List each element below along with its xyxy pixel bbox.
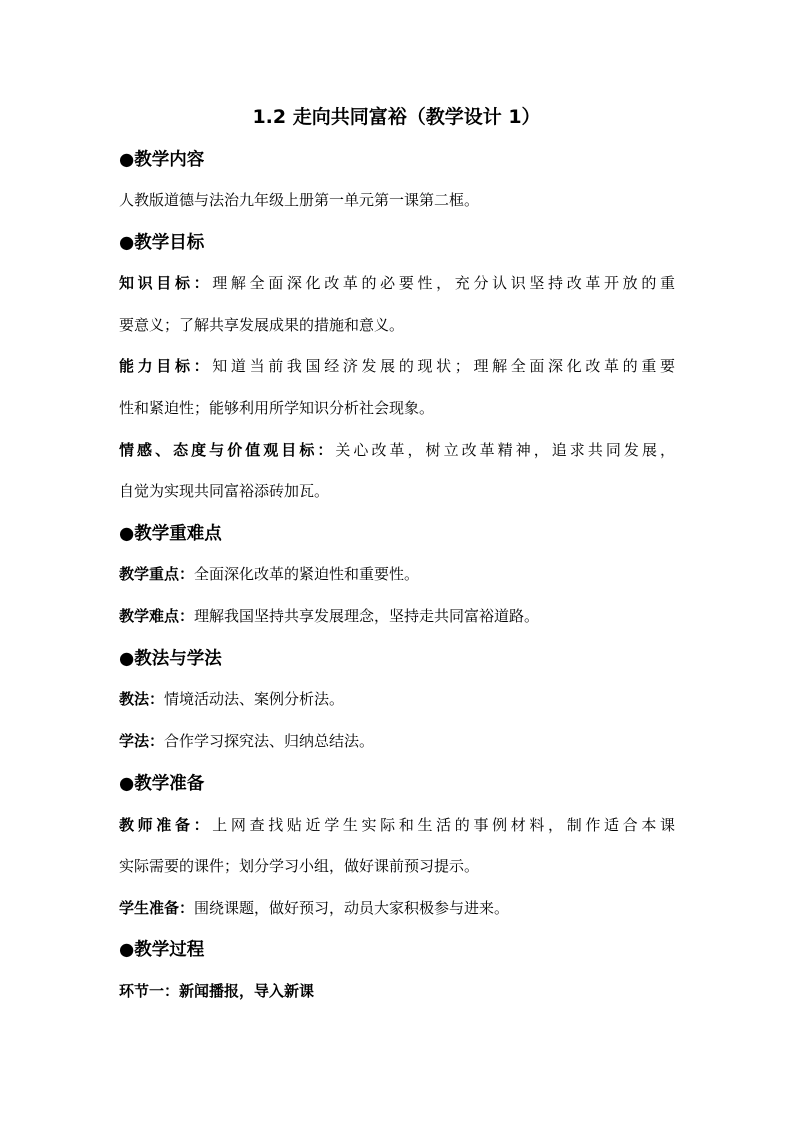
key-point-label: 教学重点： [119,565,195,583]
key-point-line [119,562,419,586]
emotion-goal-text1: 关心改革，树立改革精神，追求共同发展， [335,441,675,459]
section-heading-preparation: ●教学准备 [119,774,205,794]
emotion-goal-label: 情感、态度与价值观目标： [119,441,336,459]
section-heading-key-points: ●教学重难点 [119,524,222,544]
teacher-prep-line2: 实际需要的课件；划分学习小组，做好课前预习提示。 [119,857,480,875]
knowledge-goal-text1: 理解全面深化改革的必要性，充分认识坚持改革开放的重 [212,274,675,292]
key-point-text: 全面深化改革的紧迫性和重要性。 [194,565,420,583]
teach-method-text: 情境活动法、案例分析法。 [164,690,345,708]
document-title: 1.2 走向共同富裕（教学设计 1） [252,106,541,128]
emotion-goal-line2: 自觉为实现共同富裕添砖加瓦。 [119,482,330,500]
knowledge-goal-line2: 要意义；了解共享发展成果的措施和意义。 [119,316,405,334]
ability-goal-label: 能力目标： [119,357,213,375]
teach-method-label: 教法： [119,690,165,708]
difficulty-line [119,604,539,628]
learn-method-text: 合作学习探究法、归纳总结法。 [164,732,375,750]
teach-method-line [119,687,344,711]
teacher-prep-line1 [119,813,675,837]
section-heading-goals: ●教学目标 [119,233,205,253]
emotion-goal-line1 [119,438,675,462]
learn-method-line [119,729,374,753]
content-text: 人教版道德与法治九年级上册第一单元第一课第二框。 [119,191,480,209]
process-step-1: 环节一：新闻播报，导入新课 [119,982,315,1000]
knowledge-goal-label: 知识目标： [119,274,213,292]
student-prep-text: 围绕课题，做好预习，动员大家积极参与进来。 [194,899,510,917]
ability-goal-line2: 性和紧迫性；能够利用所学知识分析社会现象。 [119,399,435,417]
teacher-prep-text1: 上网查找贴近学生实际和生活的事例材料，制作适合本课 [212,816,675,834]
section-heading-process: ●教学过程 [119,940,205,960]
teacher-prep-label: 教师准备： [119,816,213,834]
difficulty-text: 理解我国坚持共享发展理念，坚持走共同富裕道路。 [194,607,540,625]
section-heading-methods: ●教法与学法 [119,649,222,669]
section-heading-content: ●教学内容 [119,150,205,170]
learn-method-label: 学法： [119,732,165,750]
ability-goal-text1: 知道当前我国经济发展的现状；理解全面深化改革的重要 [212,357,675,375]
knowledge-goal-line1 [119,271,675,295]
difficulty-label: 教学难点： [119,607,195,625]
student-prep-label: 学生准备： [119,899,195,917]
ability-goal-line1 [119,354,675,378]
student-prep-line [119,896,509,920]
